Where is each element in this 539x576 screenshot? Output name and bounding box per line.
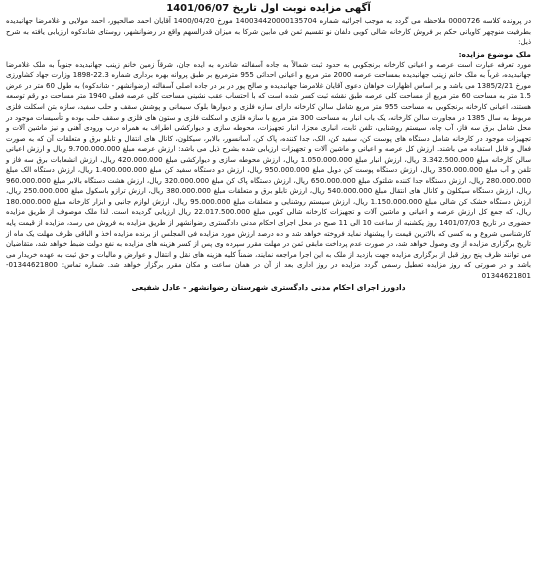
notice-intro-paragraph: در پرونده کلاسه 0000726 ملاحظه می گردد به موجب اجرائیه شماره 140034420000135704 مورخ 1400/04/20 آقایان احمد صالحپور، احمد مولایی و غلامرضا جهانبدیده بطرفیت منوچهر کاویانی حکم بر فروش کارخانه شالی کوبی دلفان نو تقسیم ثمن فی مابین شرکا به میزان قدرالسهم واقع در رضوانشهر، روستای شاندکوه ارزیابی یافته به شرح ذیل:: [6, 16, 531, 47]
notice-signature: دادورز اجرای احکام مدنی دادگستری شهرستان رضوانشهر - عادل شفیعی: [131, 283, 406, 293]
notice-body-paragraph: مورد تعرفه عبارت است عرصه و اعیانی کارخانه برنجکوبی به حدود ثبت شمالاً به جاده آسفالته شاندره به ایده جان، شرقاً زمین خانم زینب جهانبدیده جنوباً به ملک غلامرضا جهانبدیده، غرباً به ملک خانم زینب جهانبدیده بمساحت عرصه 2000 متر مربع و اعیانی احداثی 955 مترمربع بر طبق پروانه بهره برداری شماره 22.3-1898 وزارت جهاد کشاورزی مورخ 1385/2/21 می باشد و بر اساس اظهارات خواهان دعوی آقایان غلامرضا جهانبدیده و صالح پور در بر در جاده اصلی آسفالته (رضوانشهر - شاندکوه) به طول 60 متر در عرض 1.5 متر به مساحت 60 متر مربع از مساحت کلی عرصه طبق نقشه ثبت کسر شده است که با احتساب عقب نشینی مساحت کلی عرصه فعلی 1940 متر مساحت دو رقم توسعه هستند، اعیانی کارخانه برنجکوبی به مساحت 955 متر مربع شامل سالن کارخانه دارای سازه فلزی و دیوارها بلوک سیمانی و پوشش سقف و حلب سفید، سازه بتن اسکلت فلزی مربوط به سال 1385 در مجاورت سالن کارخانه، یک باب انبار به مساحت 300 متر مربع با سازه فلزی و اسکلت فلزی و ستون های فلزی و سقف حلب بوده و تأسیسات موجود در محل شامل برق سه فاز، آب چاه، سیستم روشنایی، تلفن ثابت، انباری مجزا، انبار تجهیزات، محوطه سازی و دیوارکشی اطراف به همراه درب ورودی آهنی و نیز ماشین آلات و تجهیزات موجود در کارخانه شامل دستگاه های پوست کن، سفید کن، الک، جدا کننده، پاک کن، آسانسور، بالابر، سیکلون، کانال های انتقال و تابلو برق و متعلقات آن که به صورت فعال و قابل استفاده می باشند. ارزش کل عرصه و اعیانی و ماشین آلات و تجهیزات ارزیابی شده بشرح ذیل می باشد: ارزش عرصه مبلغ 9.700.000.000 ریال و ارزش اعیانی سالن کارخانه مبلغ 3.342.500.000 ریال، ارزش انبار مبلغ 1.050.000.000 ریال، ارزش محوطه سازی و دیوارکشی مبلغ 420.000.000 ریال، ارزش انشعابات برق سه فاز و تلفن و آب مبلغ 350.000.000 ریال، ارزش دستگاه پوست کن دوبل مبلغ 950.000.000 ریال، ارزش دو دستگاه سفید کن مبلغ 1.400.000.000 ریال، ارزش دستگاه الک مبلغ 280.000.000 ریال، ارزش دستگاه جدا کننده شلتوک مبلغ 650.000.000 ریال، ارزش دستگاه پاک کن مبلغ 320.000.000 ریال، ارزش هشت دستگاه بالابر مبلغ 960.000.000 ریال، ارزش دستگاه سیکلون و کانال های انتقال مبلغ 540.000.000 ریال، ارزش تابلو برق و متعلقات مبلغ 380.000.000 ریال، ارزش ترازو باسکول مبلغ 250.000.000 ریال، ارزش دستگاه خشک کن شالی مبلغ 1.150.000.000 ریال، ارزش سیستم روشنایی و متعلقات مبلغ 95.000.000 ریال، ارزش لوازم جانبی و ابزار کارخانه مبلغ 180.000.000 ریال، که جمع کل ارزش عرصه و اعیانی و ماشین آلات و تجهیزات کارخانه شالی کوبی مبلغ 22.017.500.000 ریال ارزیابی گردیده است. لذا ملک موصوف از طریق مزایده حضوری در تاریخ 1401/07/03 روز یکشنبه از ساعت 10 الی 11 صبح در محل اجرای احکام مدنی دادگستری رضوانشهر از طریق مزایده به فروش می رسد، مزایده از قیمت پایه کارشناسی شروع و به کسی که بالاترین قیمت را پیشنهاد نماید فروخته خواهد شد و ده درصد ارزش مورد مزایده فی المجلس از برنده مزایده اخذ و الباقی ظرف مهلت یک ماه از تاریخ برگزاری مزایده از وی وصول خواهد شد، در صورت عدم پرداخت مابقی ثمن در مهلت مقرر سپرده وی پس از کسر هزینه های مزایده به نفع دولت ضبط خواهد شد، متقاضیان می توانند ظرف پنج روز قبل از برگزاری مزایده جهت بازدید از ملک به این اجرا مراجعه نمایند، ضمناً کلیه هزینه های نقل و انتقال و عوارض و مالیات و حق ثبت به عهده خریدار می باشد و در صورتی که روز مزایده تعطیل رسمی گردد مزایده در روز اداری بعد از آن در همان ساعت و مکان مقرر برگزار خواهد شد. شماره تماس: 01344621800-01344621801: [6, 59, 532, 280]
notice-title: آگهی مزایده نوبت اول تاریخ 1401/06/07: [166, 3, 371, 14]
notice-subheading: ملک موضوع مزایده:: [458, 49, 531, 59]
